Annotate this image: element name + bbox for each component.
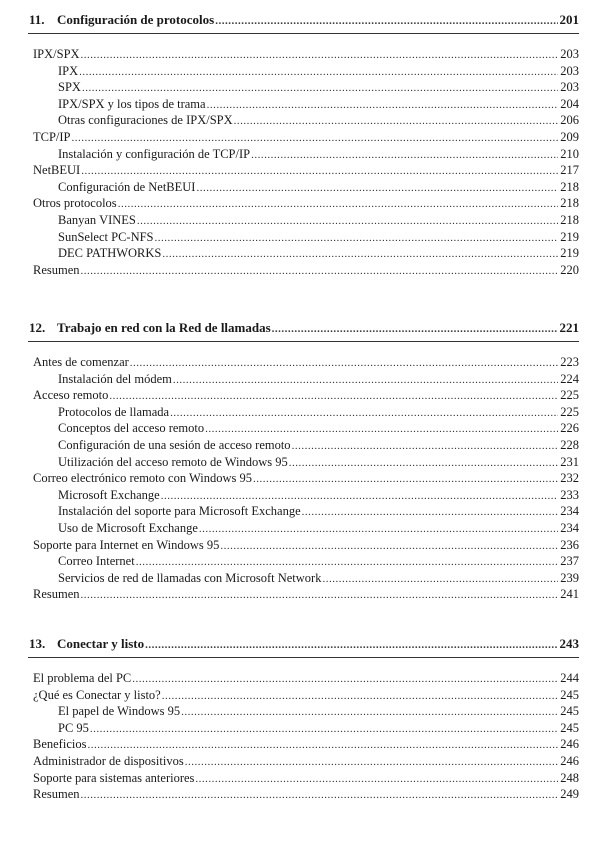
entry-label: DEC PATHWORKS [58,246,162,261]
entry-page-number: 239 [560,570,579,585]
entry-page-number: 218 [560,196,579,211]
chapter-divider [28,33,579,34]
dot-leader [155,230,559,246]
dot-leader [137,213,558,229]
entry-page-number: 245 [560,720,579,735]
dot-leader [292,438,559,454]
entry-page-number: 231 [560,454,579,469]
entry-page-number: 236 [560,537,579,552]
entry-label: Soporte para Internet en Windows 95 [33,537,220,552]
entry-page-number: 249 [560,787,579,802]
chapter-heading [0,636,579,652]
entry-page-number: 245 [560,687,579,702]
toc-section-entry [33,162,579,178]
entry-page-number: 219 [560,229,579,244]
toc-subsection-entry [58,179,579,195]
entry-page-number: 245 [560,704,579,719]
toc-section-entry [33,537,579,553]
toc-subsection-entry [58,487,579,503]
dot-leader [81,47,559,63]
toc-subsection-entry [58,96,579,112]
toc-subsection-entry [58,553,579,569]
entry-label: Correo Internet [58,554,135,569]
entry-page-number: 218 [560,213,579,227]
dot-leader [87,737,558,753]
chapter-title-group [29,320,272,336]
chapter-heading [0,320,579,336]
toc-subsection-entry [58,503,579,519]
toc-section-entry [33,770,579,786]
toc-subsection-entry [58,212,579,228]
entry-page-number: 246 [560,754,579,768]
dot-leader [130,355,558,371]
entry-label: IPX/SPX [33,47,80,61]
entry-label: Instalación del módem [58,371,172,386]
entry-page-number: 203 [560,80,579,95]
dot-leader [215,13,557,29]
entry-label: SunSelect PC-NFS [58,229,154,244]
toc-section-entry [33,736,579,752]
entry-page-number: 246 [560,737,579,752]
entry-page-number: 232 [560,471,579,486]
dot-leader [161,488,559,504]
entry-label: El papel de Windows 95 [58,704,181,719]
entry-label: Resumen [33,787,80,802]
entry-page-number: 225 [560,388,579,403]
toc-subsection-entry [58,371,579,387]
entry-page-number: 241 [560,587,579,602]
dot-leader [181,704,558,720]
dot-leader [251,147,558,163]
entry-page-number: 226 [560,421,579,436]
toc-section-entry [33,195,579,211]
dot-leader [220,538,558,554]
entry-page-number: 234 [560,504,579,519]
dot-leader [302,504,559,520]
entry-label: Configuración de una sesión de acceso remoto [58,438,291,452]
entry-label: Servicios de red de llamadas con Microsoft Network [58,570,322,585]
chapter-number: 11. [29,12,45,27]
entry-label: Administrador de dispositivos [33,754,184,768]
entry-label: Protocolos de llamada [58,404,170,419]
entry-label: Acceso remoto [33,388,109,403]
entry-label: Resumen [33,587,80,602]
entry-label: Banyan VINES [58,213,136,227]
entry-page-number: 219 [560,246,579,261]
entry-label: Instalación del soporte para Microsoft Exchange [58,504,301,519]
toc-section-entry [33,46,579,62]
entry-label: IPX/SPX y los tipos de trama [58,96,206,111]
entry-page-number: 209 [560,130,579,144]
entry-label: Soporte para sistemas anteriores [33,770,195,785]
chapter-page-number: 201 [559,12,579,27]
chapter-number: 13. [29,636,46,651]
chapter-number: 12. [29,320,46,335]
entry-label: IPX [58,63,79,78]
dot-leader [272,321,558,337]
entry-page-number: 237 [560,554,579,569]
toc-subsection-entry [58,520,579,536]
entry-label: Microsoft Exchange [58,487,160,502]
entry-label: Instalación y configuración de TCP/IP [58,146,251,161]
toc-subsection-entry [58,437,579,453]
dot-leader [322,571,558,587]
toc-subsection-entry [58,112,579,128]
entry-label: Utilización del acceso remoto de Windows 95 [58,454,288,469]
entry-label: Uso de Microsoft Exchange [58,521,198,535]
dot-leader [72,130,559,146]
entry-page-number: 210 [560,146,579,161]
dot-leader [81,263,559,279]
entry-label: Correo electrónico remoto con Windows 95 [33,471,253,486]
toc-section-entry [33,687,579,703]
dot-leader [195,771,558,787]
dot-leader [170,405,558,421]
chapter-title-group [29,12,215,28]
chapter-title: Conectar y listo [57,636,145,651]
toc-subsection-entry [58,703,579,719]
toc-section-entry [33,387,579,403]
dot-leader [162,688,559,704]
dot-leader [79,64,558,80]
toc-section-entry [33,753,579,769]
entry-page-number: 206 [560,113,579,128]
dot-leader [289,455,558,471]
entry-label: Beneficios [33,737,87,752]
entry-label: Otros protocolos [33,196,117,211]
toc-section-entry [33,354,579,370]
dot-leader [82,80,558,96]
toc-section-entry [33,670,579,686]
dot-leader [253,471,558,487]
entry-page-number: 204 [560,96,579,111]
entry-page-number: 244 [560,671,579,685]
toc-subsection-entry [58,146,579,162]
toc-subsection-entry [58,570,579,586]
entry-label: PC 95 [58,720,89,735]
entry-label: Antes de comenzar [33,355,129,369]
dot-leader [207,97,559,113]
entry-page-number: 218 [560,179,579,194]
entry-page-number: 203 [560,63,579,78]
entry-label: SPX [58,80,81,95]
entry-page-number: 233 [560,487,579,502]
entry-label: Conceptos del acceso remoto [58,421,205,436]
toc-subsection-entry [58,720,579,736]
toc-section-entry [33,129,579,145]
chapter-title: Trabajo en red con la Red de llamadas [57,320,271,335]
chapter-title-group [29,636,145,652]
entry-label: Configuración de NetBEUI [58,179,196,194]
toc-section-entry [33,470,579,486]
dot-leader [109,388,558,404]
dot-leader [199,521,558,537]
toc-subsection-entry [58,420,579,436]
entry-label: NetBEUI [33,163,81,178]
dot-leader [196,180,558,196]
entry-page-number: 248 [560,770,579,785]
dot-leader [118,196,559,212]
dot-leader [81,587,559,603]
chapter-divider [28,341,579,342]
entry-label: ¿Qué es Conectar y listo? [33,687,161,702]
toc-subsection-entry [58,404,579,420]
chapter-page-number: 221 [559,320,579,335]
chapter-divider [28,657,579,658]
chapter-page-number: 243 [559,636,579,651]
chapter-title: Configuración de protocolos [57,12,215,27]
chapter-heading [0,12,579,28]
dot-leader [81,787,559,803]
toc-subsection-entry [58,454,579,470]
entry-label: Resumen [33,262,80,277]
dot-leader [162,246,558,262]
toc-subsection-entry [58,63,579,79]
dot-leader [81,163,558,179]
dot-leader [132,671,558,687]
entry-label: TCP/IP [33,130,71,144]
dot-leader [145,637,557,653]
dot-leader [185,754,559,770]
entry-page-number: 224 [560,371,579,386]
entry-page-number: 234 [560,521,579,535]
entry-page-number: 223 [560,355,579,369]
toc-subsection-entry [58,229,579,245]
entry-label: Otras configuraciones de IPX/SPX [58,113,233,128]
entry-page-number: 228 [560,438,579,452]
dot-leader [90,721,558,737]
entry-page-number: 203 [560,47,579,61]
entry-page-number: 225 [560,404,579,419]
dot-leader [173,372,558,388]
toc-subsection-entry [58,79,579,95]
dot-leader [136,554,559,570]
entry-page-number: 220 [560,262,579,277]
entry-label: El problema del PC [33,671,132,685]
toc-section-entry [33,586,579,602]
toc-section-entry [33,262,579,278]
entry-page-number: 217 [560,163,579,178]
dot-leader [205,421,558,437]
toc-subsection-entry [58,245,579,261]
dot-leader [234,113,559,129]
toc-section-entry [33,786,579,802]
